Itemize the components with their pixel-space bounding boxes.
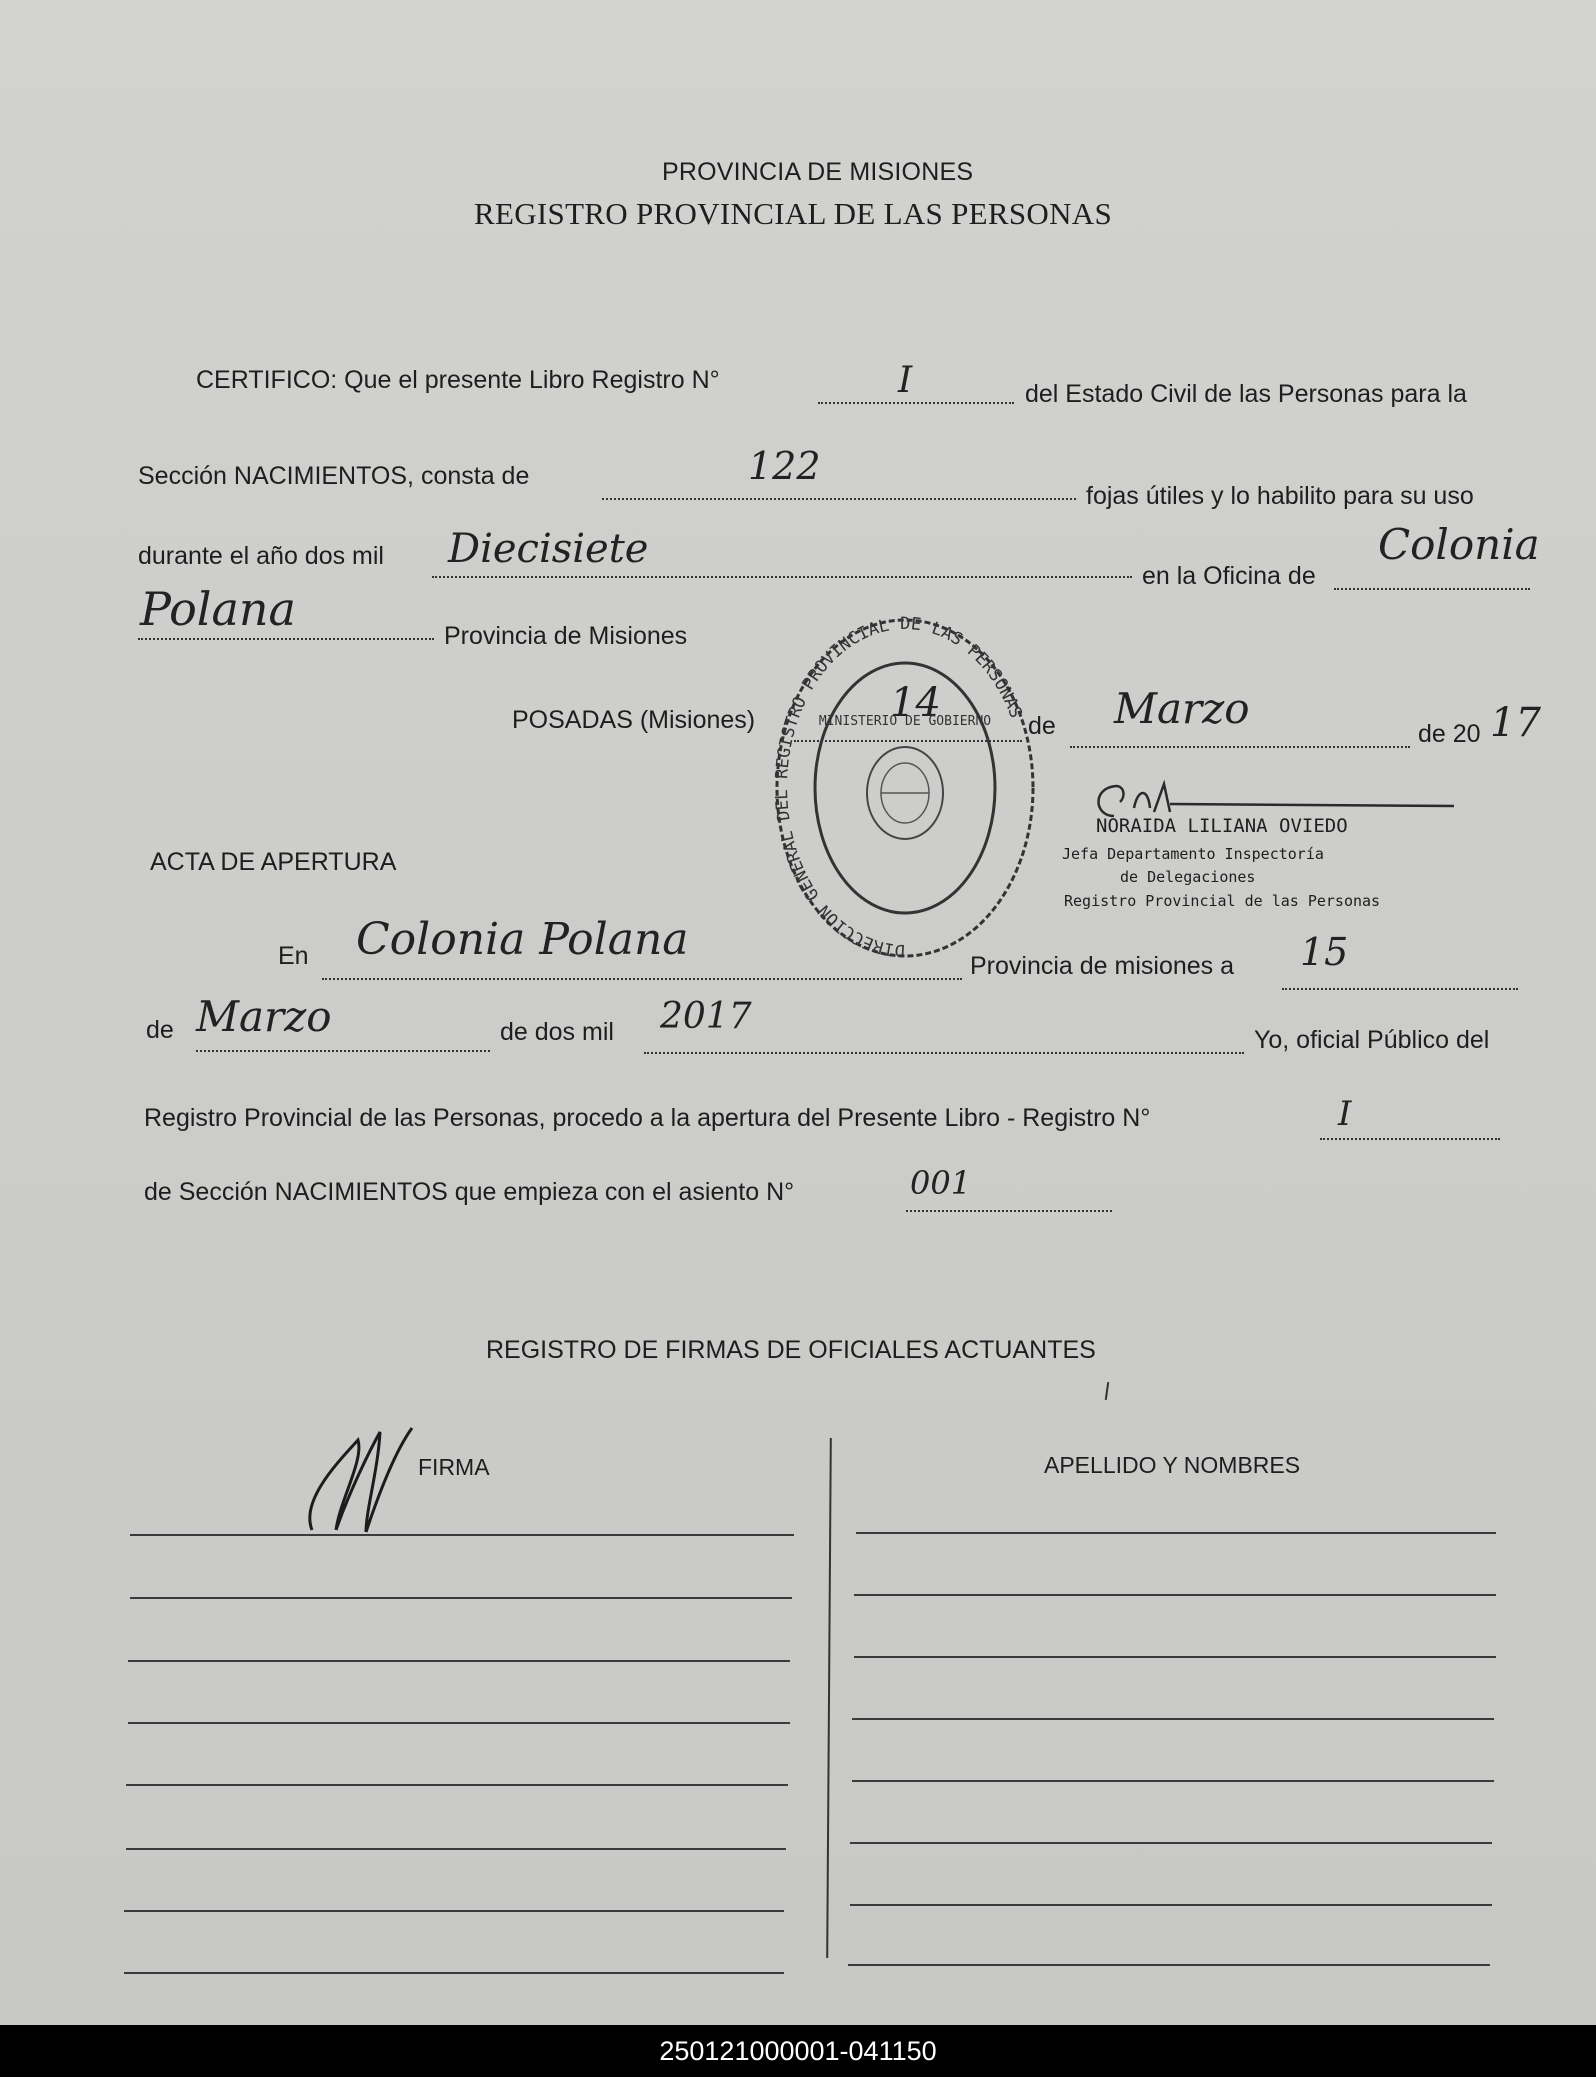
firma-signature [300, 1420, 440, 1540]
firma-row-line [130, 1597, 792, 1599]
year-words-handwritten: Diecisiete [448, 526, 649, 572]
fojas-field [602, 470, 1076, 500]
firma-row-line [128, 1722, 790, 1724]
oficina-handwritten-1: Colonia [1378, 520, 1540, 569]
acta-line3: Registro Provincial de las Personas, procedo a la apertura del Presente Libro - Registro N° [144, 1104, 1151, 1132]
apellido-row-line [850, 1842, 1492, 1844]
firmas-title: REGISTRO DE FIRMAS DE OFICIALES ACTUANTES [486, 1336, 1096, 1364]
firma-row-line [130, 1534, 794, 1536]
certifico-line1-b: del Estado Civil de las Personas para la [1025, 380, 1467, 408]
col-apellido-header: APELLIDO Y NOMBRES [1044, 1452, 1301, 1478]
month-handwritten: Marzo [1114, 684, 1250, 733]
certifico-line2-a: Sección NACIMIENTOS, consta de [138, 462, 530, 490]
document-id-footer: 250121000001-041150 [0, 2025, 1596, 2077]
official-title-1: Jefa Departamento Inspectoría [1062, 845, 1324, 863]
acta-libro-handwritten: I [1338, 1094, 1352, 1134]
official-name: NORAIDA LILIANA OVIEDO [1096, 815, 1348, 837]
apellido-row-line [850, 1904, 1492, 1906]
firma-row-line [124, 1910, 784, 1912]
certifico-line1-a: CERTIFICO: Que el presente Libro Registro N° [196, 366, 720, 394]
day-handwritten: 14 [890, 680, 941, 726]
apellido-row-line [854, 1656, 1496, 1658]
lugar-handwritten: Colonia Polana [356, 914, 689, 965]
fojas-handwritten: 122 [748, 444, 821, 488]
apellido-row-line [856, 1532, 1496, 1534]
acta-title: ACTA DE APERTURA [150, 848, 397, 876]
official-title-2: de Delegaciones [1120, 868, 1256, 886]
acta-de-dos-mil: de dos mil [500, 1018, 614, 1046]
header-province: PROVINCIA DE MISIONES [662, 158, 974, 186]
acta-yo: Yo, oficial Público del [1254, 1026, 1490, 1054]
apellido-row-line [852, 1718, 1494, 1720]
acta-de: de [146, 1016, 174, 1044]
dia-handwritten: 15 [1300, 930, 1349, 974]
anio-handwritten: 2017 [660, 996, 752, 1037]
firma-row-line [124, 1972, 784, 1974]
col-firma-header: FIRMA [418, 1454, 490, 1480]
apellido-row-line [848, 1964, 1490, 1966]
apellido-row-line [854, 1594, 1496, 1596]
acta-prov: Provincia de misiones a [970, 952, 1235, 980]
apellido-row-line [852, 1780, 1494, 1782]
firma-row-line [128, 1660, 790, 1662]
year-suffix-handwritten: 17 [1490, 700, 1541, 746]
official-seal [770, 615, 1040, 965]
certifico-line3-a: durante el año dos mil [138, 542, 384, 570]
certifico-line2-b: fojas útiles y lo habilito para su uso [1086, 482, 1474, 510]
posadas-label: POSADAS (Misiones) [512, 706, 756, 734]
official-title-3: Registro Provincial de las Personas [1064, 892, 1381, 910]
mes-handwritten: Marzo [196, 992, 332, 1041]
posadas-de: de [1028, 712, 1056, 740]
posadas-de20: de 20 [1418, 720, 1481, 748]
seal-inner-ring [815, 663, 995, 913]
libro-num-field [818, 374, 1014, 404]
certifico-line4: Provincia de Misiones [444, 622, 688, 650]
seal-inner-text: MINISTERIO DE GOBIERNO [818, 714, 992, 729]
asiento-handwritten: 001 [910, 1164, 972, 1202]
libro-num-handwritten: I [898, 360, 913, 401]
header-registry: REGISTRO PROVINCIAL DE LAS PERSONAS [474, 196, 1113, 231]
certifico-line3-b: en la Oficina de [1142, 562, 1316, 590]
oficina-handwritten-2: Polana [140, 582, 296, 636]
column-divider [826, 1438, 832, 1958]
firma-row-line [126, 1848, 786, 1850]
acta-line4: de Sección NACIMIENTOS que empieza con el asiento N° [144, 1178, 795, 1206]
acta-en: En [278, 942, 309, 970]
firma-row-line [126, 1784, 788, 1786]
seal-ring-text: DIRECCION GENERAL DEL REGISTRO PROVINCIAL DE LAS PERSONAS [772, 615, 1026, 961]
